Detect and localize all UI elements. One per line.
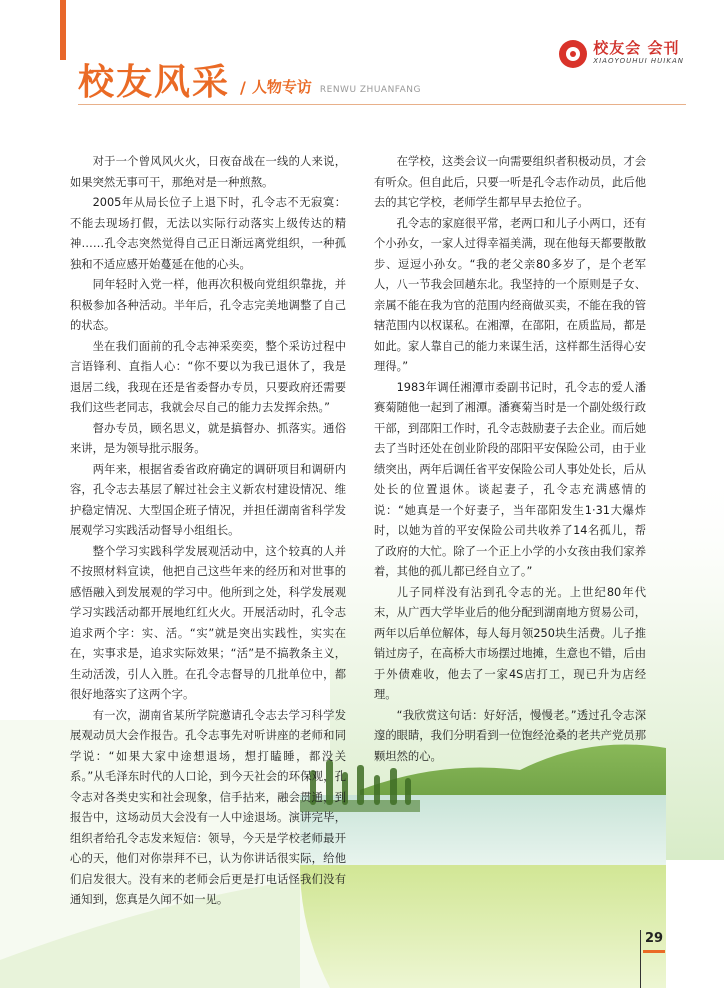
paragraph: 对于一个曾风风火火，日夜奋战在一线的人来说，如果突然无事可干，那绝对是一种煎熬。 [70,155,346,189]
paragraph: 1983年调任湘潭市委副书记时，孔令志的爱人潘赛菊随他一起到了湘潭。潘赛菊当时是一个副处级行政干部，到邵阳工作时，孔令志鼓励妻子去企业。而后她去了当时还处在创业阶段的邵阳平安保险公司，由于业绩突出，两年后调任省平安保险公司人事处处长，后从处长的位置退休。谈起妻子，孔令志充满感情的说：“她真是一个好妻子，当年邵阳发生1·31大爆炸时，以她为首的平安保险公司共收养了14名孤儿，帮了政府的大忙。除了一个正上小学的小女孩由我们家养着，其他的孤儿都已经自立了。” [374,380,646,578]
header-rule [78,104,686,105]
paragraph: 儿子同样没有沾到孔令志的光。上世纪80年代末，从广西大学毕业后的他分配到湖南地方贸易公司，两年以后单位解体，每人每月领250块生活费。儿子推销过房子，在高桥大市场摆过地摊，生意也不错，后由于外债难收，他去了一家4S店打工，现已升为店经理。 [374,585,646,701]
paragraph: “我欣赏这句话：好好活，慢慢老。”透过孔令志深邃的眼睛，我们分明看到一位饱经沧桑的老共产党员那颗坦然的心。 [374,708,646,763]
page-number-rule [640,930,641,988]
paragraph: 整个学习实践科学发展观活动中，这个较真的人并不按照材料宣读，他把自己这些年来的经历和对世事的感悟融入到发展观的学习中。他所到之处，科学发展观学习实践活动都开展地红红火火。开展活动时，孔令志追求两个字：实、活。“实”就是突出实践性，实实在在，实事求是，追求实际效果；“活”是不搞教条主义，生动活泼，引人入胜。在孔令志督导的几批单位中，都很好地落实了这两个字。 [70,544,346,701]
magazine-logo [559,40,684,68]
paragraph: 有一次，湖南省某所学院邀请孔令志去学习科学发展观动员大会作报告。孔令志事先对听讲座的老师和同学说：“如果大家中途想退场，想打瞌睡，都没关系。”从毛泽东时代的人口论，到今天社会的环保观，孔令志对各类史实和社会现象，信手拈来，融会贯通，到报告中，这场动员大会没有一人中途退场。演讲完毕，组织者给孔令志发来短信：领导，今天是学校老师最开心的天，他们对你崇拜不已，认为你讲话很实际，给他们启发很大。没有来的老师会后更是打电话怪我们没有通知到，您真是久闻不如一见。 [70,708,346,906]
section-pinyin: RENWU ZHUANFANG [319,85,422,95]
page-number-accent-bar [643,950,665,953]
magazine-pinyin: XIAOYOUHUI HUIKAN [593,57,684,65]
magazine-title: 校友会 会刊 [593,39,680,57]
article-right-column [374,152,646,767]
paragraph: 督办专员，顾名思义，就是搞督办、抓落实。通俗来讲，是为领导批示服务。 [70,421,346,455]
association-emblem-icon [559,40,587,68]
paragraph: 坐在我们面前的孔令志神采奕奕，整个采访过程中言语锋利、直指人心：“你不要以为我已退休了，我是退居二线，我现在还是省委督办专员，只要政府还需要我们这些老同志，我就会尽自己的能力去发挥余热。” [70,339,346,414]
article-left-column [70,152,346,911]
page-number: 29 [645,931,664,946]
paragraph: 在学校，这类会议一向需要组织者积极动员，才会有听众。但自此后，只要一听是孔令志作动员，此后他去的其它学校，老师学生都早早去抢位子。 [374,155,646,209]
section-header [78,62,421,102]
paragraph: 两年来，根据省委省政府确定的调研项目和调研内容，孔令志去基层了解过社会主义新农村建设情况、维护稳定情况、大型国企班子情况，并担任湖南省科学发展观学习实践活动督导小组组长。 [70,462,346,537]
section-divider-slash: / [240,78,246,97]
section-title: 校友风采 [78,61,231,103]
section-subtitle: 人物专访 [251,78,312,96]
paragraph: 2005年从局长位子上退下时，孔令志不无寂寞：不能去现场打假，无法以实际行动落实上级传达的精神……孔令志突然觉得自己正日渐远离党组织，一种孤独和不适应感开始蔓延在他的心头。 [70,196,346,271]
paragraph: 同年轻时入党一样，他再次积极向党组织靠拢，并积极参加各种活动。半年后，孔令志完美地调整了自己的状态。 [70,278,346,332]
paragraph: 孔令志的家庭很平常，老两口和儿子小两口，还有个小孙女，一家人过得幸福美满，现在他每天都要散散步、逗逗小孙女。“我的老父亲80多岁了，是个老军人，八一节我会回趟东北。我坚持的一个原则是子女、亲属不能在我为官的范围内经商做买卖，不能在我的管辖范围内以权谋私。在湘潭，在邵阳，在质监局，都是如此。家人靠自己的能力来谋生活，这样都生活得心安理得。” [374,216,646,373]
